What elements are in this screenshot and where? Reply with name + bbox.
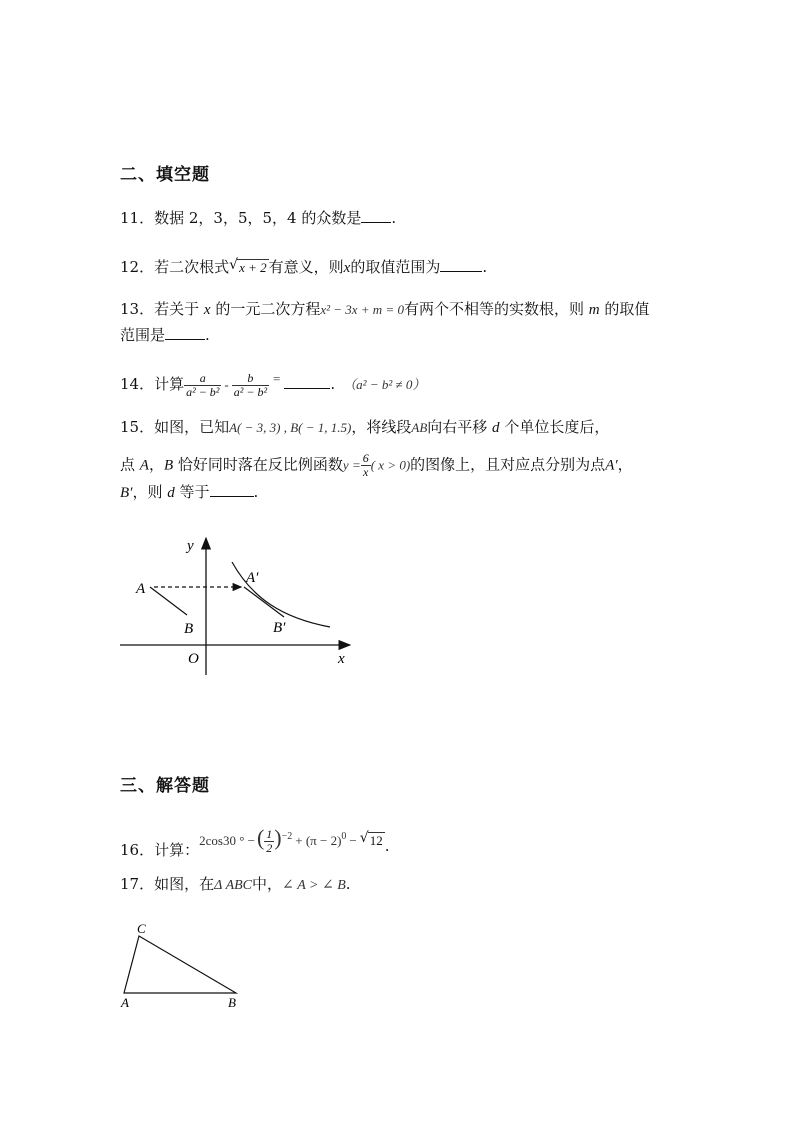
q12-var: x	[343, 260, 351, 276]
q15-Bprime: B′	[120, 485, 133, 501]
q14-pre: 计算	[154, 375, 185, 393]
question-13-line2	[120, 324, 210, 346]
q14-condition: （a² − b² ≠ 0）	[343, 377, 426, 392]
q13-mid: 的一元二次方程	[210, 300, 321, 318]
q15-points: A( − 3, 3) , B( − 1, 1.5)	[229, 420, 352, 435]
q13-post2: 的取值	[599, 300, 650, 318]
q13-post: 有两个不相等的实数根，则	[403, 300, 589, 318]
q11-number: 11．	[120, 209, 155, 227]
triangle-abc	[124, 936, 236, 993]
q15-Aprime: A′	[605, 457, 618, 474]
q13-pre: 若关于	[154, 300, 204, 318]
label-a: A	[121, 995, 129, 1010]
q17-triangle: Δ ABC	[214, 878, 253, 893]
q17-pre: 如图，在	[154, 875, 215, 893]
q15-post: 向右平移	[427, 418, 493, 436]
q14-f2-den: a² − b²	[233, 384, 268, 399]
q14-fraction-2	[232, 372, 269, 399]
q14-f1-num: a	[199, 370, 206, 385]
label-b: B	[184, 621, 194, 637]
q16-fraction	[264, 828, 274, 855]
q15-l2e: ，	[617, 455, 633, 474]
q11-text: 数据 2，3，5，5，4 的众数是	[154, 209, 362, 227]
q17-number: 17．	[120, 875, 155, 893]
q15-segment: AB	[411, 420, 428, 435]
label-a-prime: A′	[246, 570, 259, 586]
q14-fraction-1	[184, 372, 221, 399]
q14-number: 14．	[120, 375, 155, 393]
q15-fnum: 6	[362, 451, 369, 465]
figure-17	[112, 918, 252, 1013]
q15-l2a: 点	[120, 455, 140, 474]
q16-expr3: −	[349, 833, 357, 848]
q11-end: .	[391, 209, 397, 227]
q12-pre: 若二次根式	[154, 258, 230, 276]
q14-f2-num: b	[247, 370, 254, 385]
q16-expr1: 2cos30 ° −	[199, 833, 255, 848]
q16-pre: 计算：	[154, 841, 200, 859]
q12-end: .	[482, 258, 488, 276]
q13-blank[interactable]	[165, 324, 205, 340]
q14-f1-den: a² − b²	[186, 384, 220, 399]
q17-mid: 中，	[252, 875, 283, 893]
question-17	[120, 873, 351, 897]
q15-post2: 个单位长度后，	[499, 418, 610, 436]
q12-mid: 有意义，则	[268, 258, 344, 276]
q15-B: B	[163, 457, 174, 474]
label-b: B	[228, 995, 236, 1010]
q17-end: .	[345, 875, 351, 893]
q13-var: x	[203, 302, 211, 318]
q12-post: 的取值范围为	[350, 258, 441, 276]
label-x: x	[338, 651, 345, 667]
q13-number: 13．	[120, 300, 155, 318]
q14-equals: =	[273, 371, 281, 386]
question-13	[120, 298, 649, 321]
label-b-prime: B′	[273, 620, 286, 636]
q15-fden: x	[361, 465, 371, 479]
q15-fraction	[361, 452, 371, 479]
q15-mid: ，将线段	[351, 418, 412, 436]
q15-blank[interactable]	[210, 481, 254, 497]
label-c: C	[137, 921, 146, 936]
question-16: 16．计算：2cos30 ° −( $\frac{1}{2}$ )$^{-2} + (\pi - 2)^0$ − √ 12 .	[120, 825, 390, 859]
q15-pre: 如图，已知	[154, 418, 230, 436]
question-15-line2	[120, 452, 633, 479]
q16-end: .	[384, 837, 390, 855]
label-y: y	[187, 538, 194, 554]
q15-l3d: d	[167, 485, 175, 501]
segment-ab	[150, 587, 187, 615]
q16-exp0: 0	[341, 831, 347, 842]
q16-radicand: 12	[369, 833, 383, 848]
section-title-fill-blank: 二、填空题	[120, 165, 210, 185]
q13-equation: x² − 3x + m = 0	[320, 302, 404, 317]
section-title-solve: 三、解答题	[120, 776, 210, 796]
q15-l3b: ，则	[132, 483, 168, 501]
q16-exp: −2	[281, 831, 293, 842]
q11-blank[interactable]	[361, 207, 391, 223]
question-11	[120, 207, 396, 229]
question-12	[120, 256, 487, 279]
q15-l3c: 等于	[174, 483, 210, 501]
q15-l2b: ，	[148, 455, 164, 474]
label-o: O	[188, 651, 199, 667]
q16-number: 16．	[120, 841, 155, 859]
q16-sqrt: √ 12	[359, 830, 383, 848]
q15-d: d	[492, 420, 500, 436]
q13-line2: 范围是	[120, 326, 166, 344]
q15-l2c: 恰好同时落在反比例函数	[173, 455, 343, 474]
q14-end: .	[330, 375, 336, 393]
q12-radicand: x + 2	[239, 260, 267, 275]
label-a: A	[136, 581, 146, 597]
q12-blank[interactable]	[440, 256, 482, 272]
q15-fcond: ( x > 0)	[370, 457, 411, 473]
q14-minus: -	[224, 377, 229, 392]
q15-number: 15．	[120, 418, 155, 436]
figure-15	[112, 530, 362, 680]
q15-l2d: 的图像上，且对应点分别为点	[410, 455, 606, 474]
q16-expr2: + (π − 2)	[295, 833, 342, 848]
question-15	[120, 416, 609, 439]
q12-sqrt: √ x + 2	[229, 257, 267, 275]
segment-aprime-bprime	[244, 587, 284, 617]
q13-var2: m	[588, 302, 600, 318]
q14-blank[interactable]	[284, 373, 330, 389]
q16-fn: 1	[266, 826, 273, 841]
question-15-line3	[120, 481, 258, 504]
q15-A: A	[139, 457, 149, 474]
q12-number: 12．	[120, 258, 155, 276]
q16-fd: 2	[266, 840, 273, 855]
q17-condition: ∠ A > ∠ B	[282, 878, 346, 893]
question-14	[120, 368, 425, 399]
q15-end: .	[253, 483, 259, 501]
q13-end: .	[205, 326, 210, 344]
q15-fpre: y =	[342, 457, 361, 473]
